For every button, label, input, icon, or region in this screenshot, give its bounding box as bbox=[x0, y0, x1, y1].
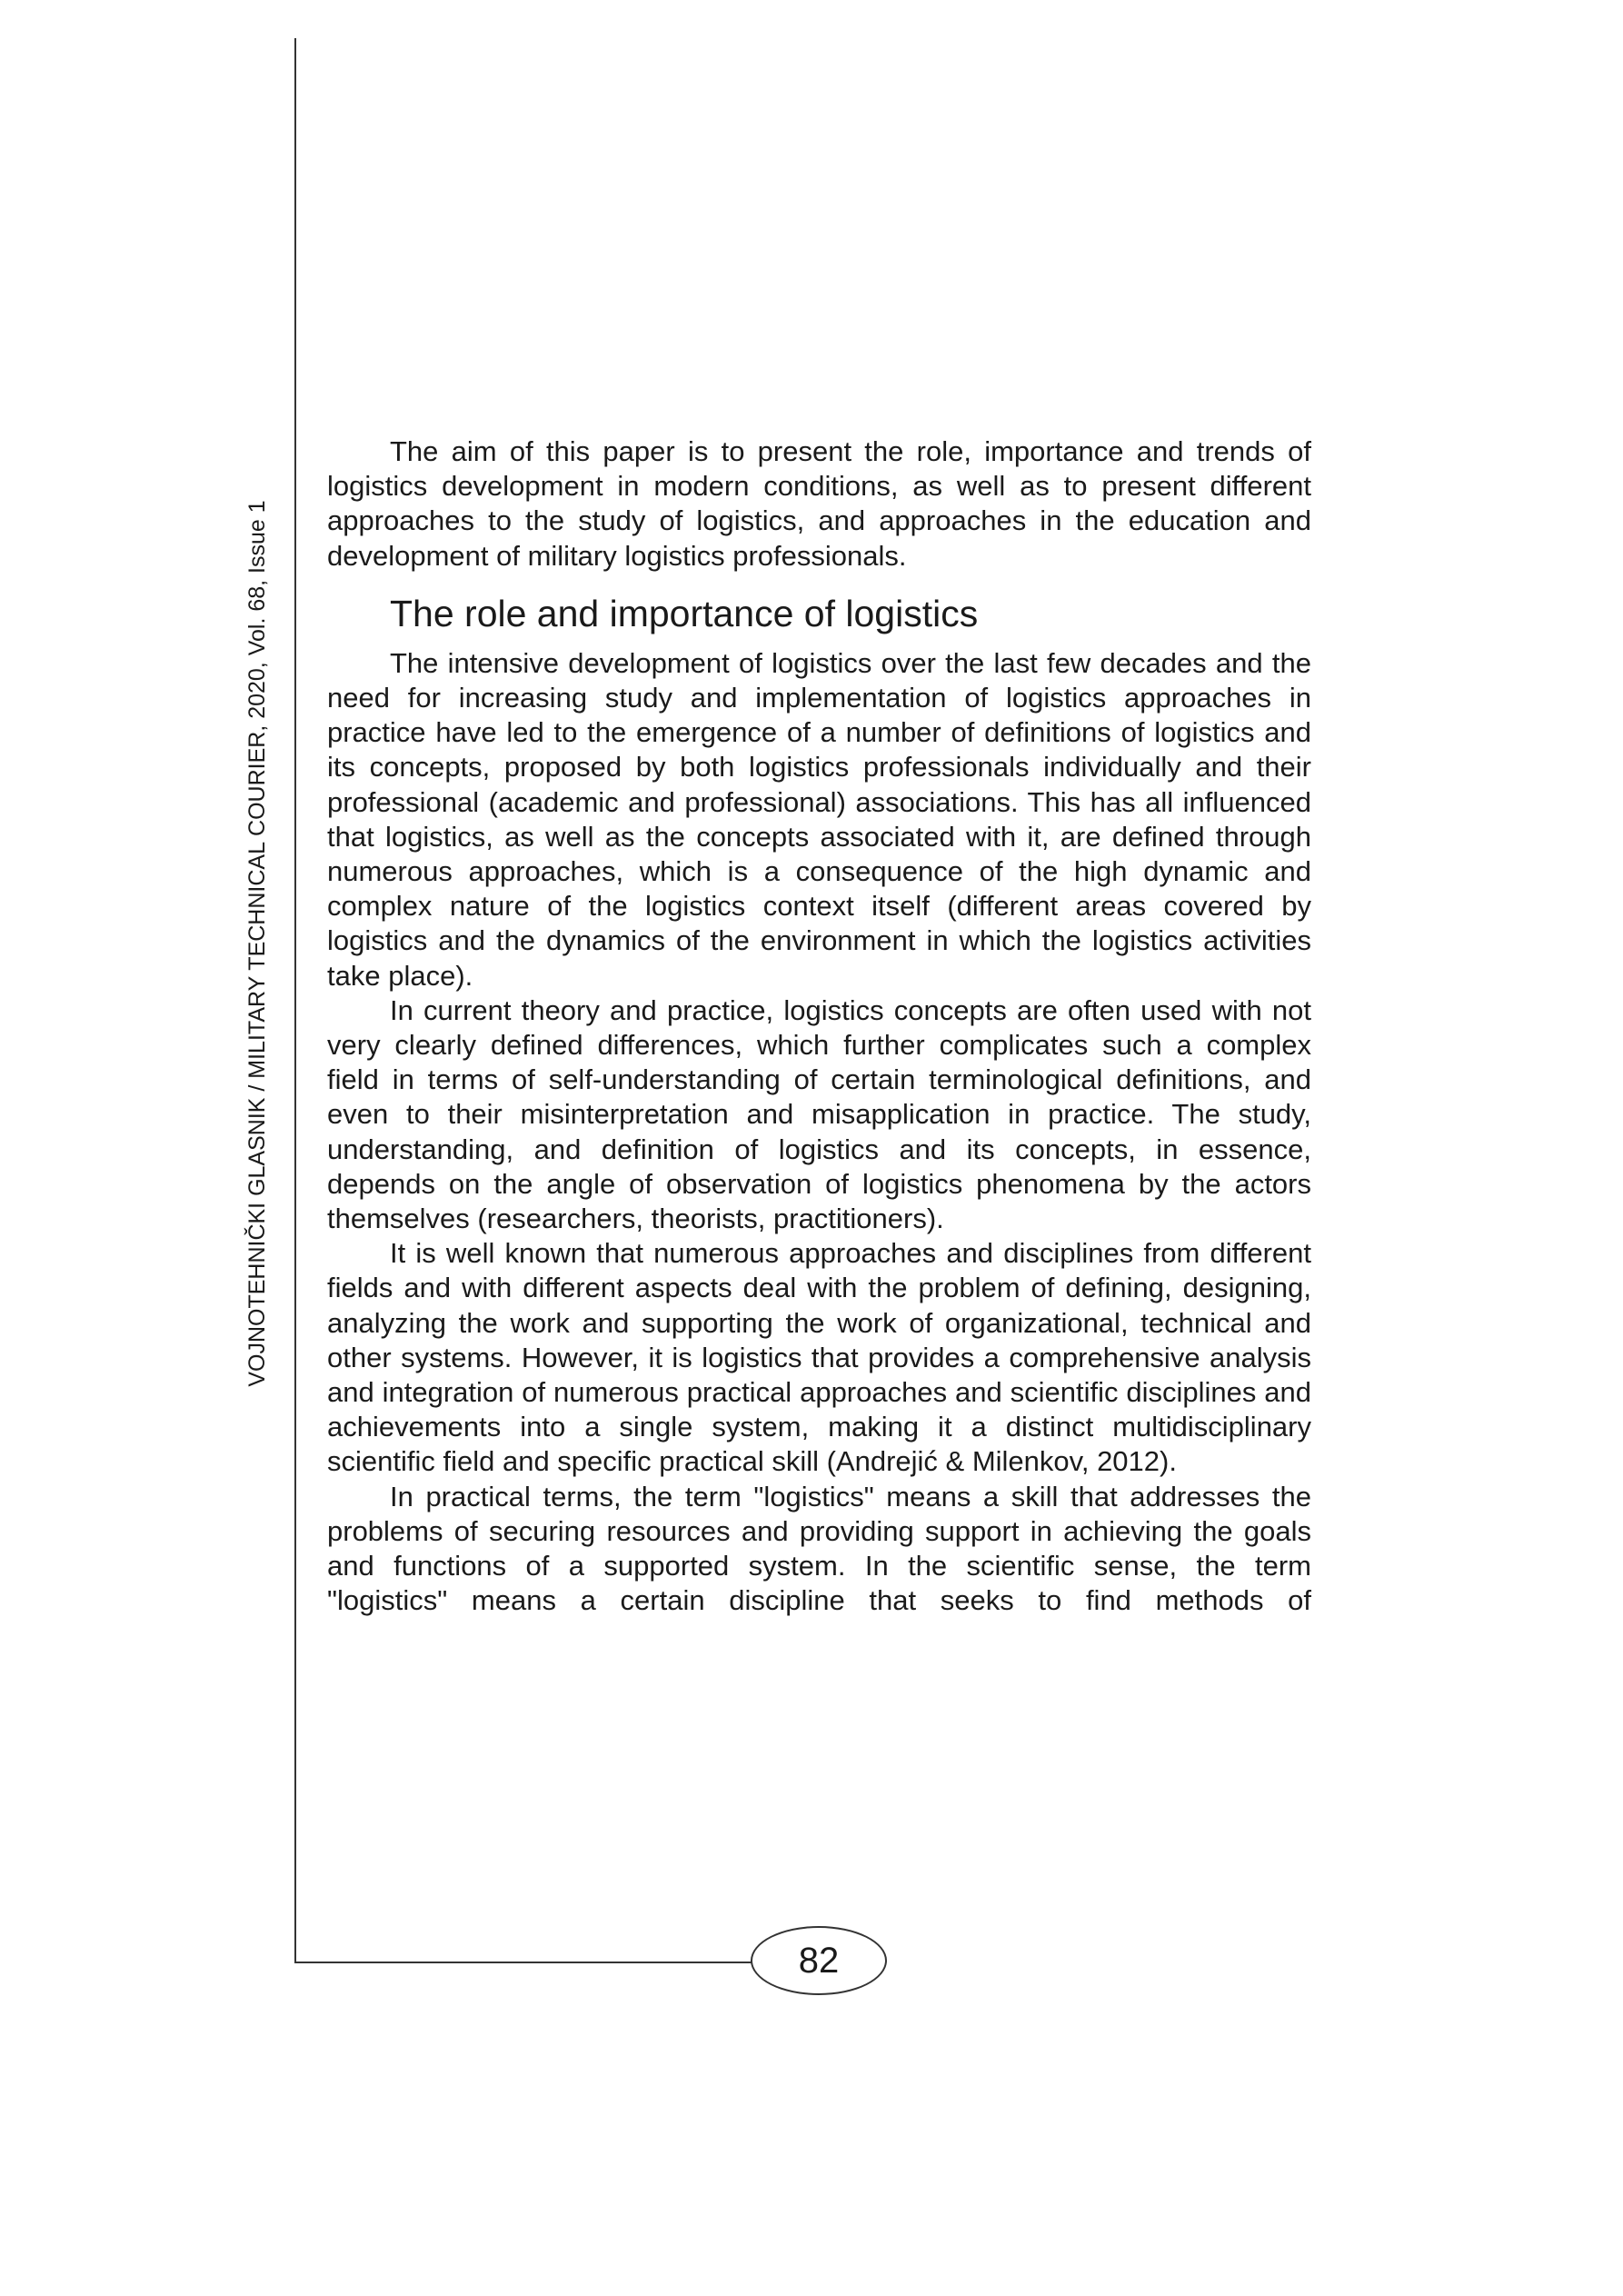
page-number bbox=[751, 1926, 887, 1995]
article-body bbox=[327, 434, 1311, 1619]
body-paragraph: In current theory and practice, logistics concepts are often used with not very clearly defined differences, which further complicates such a complex field in terms of self-understanding of certain terminological definitions, and even to their misinterpretation and misapplication in practice. The study, understanding, and definition of logistics and its concepts, in essence, depends on the angle of observation of logistics phenomena by the actors themselves (researchers, theorists, practitioners). bbox=[327, 993, 1311, 1235]
intro-paragraph: The aim of this paper is to present the role, importance and trends of logistics development in modern conditions, as well as to present different approaches to the study of logistics, and approaches in the education and development of military logistics professionals. bbox=[327, 435, 1311, 572]
body-paragraph: It is well known that numerous approaches and disciplines from different fields and with different aspects deal with the problem of defining, designing, analyzing the work and supporting the work of organizational, technical and other systems. However, it is logistics that provides a comprehensive analysis and integration of numerous practical approaches and scientific disciplines and achievements into a single system, making it a distinct multidisciplinary scientific field and specific practical skill (Andrejić & Milenkov, 2012). bbox=[327, 1237, 1311, 1478]
body-paragraph: The intensive development of logistics over the last few decades and the need for increasing study and implementation of logistics approaches in practice have led to the emergence of a number of definitions of logistics and its concepts, proposed by both logistics professionals individually and their professional (academic and professional) associations. This has all influenced that logistics, as well as the concepts associated with it, are defined through numerous approaches, which is a consequence of the high dynamic and complex nature of the logistics context itself (different areas covered by logistics and the dynamics of the environment in which the logistics activities take place). bbox=[327, 646, 1311, 992]
body-paragraph: In practical terms, the term "logistics" means a skill that addresses the problems of securing resources and providing support in achieving the goals and functions of a supported system. In the scientific sense, the term "logistics" means a certain discipline that seeks to find methods of bbox=[327, 1480, 1311, 1617]
margin-vertical-rule bbox=[294, 38, 296, 1963]
running-head: VOJNOTEHNIČKI GLASNIK / MILITARY TECHNICAL COURIER, 2020, Vol. 68, Issue 1 bbox=[244, 500, 270, 1387]
footer-horizontal-rule bbox=[294, 1962, 758, 1963]
page-number-label: 82 bbox=[798, 1940, 840, 1981]
section-heading: The role and importance of logistics bbox=[390, 592, 979, 634]
